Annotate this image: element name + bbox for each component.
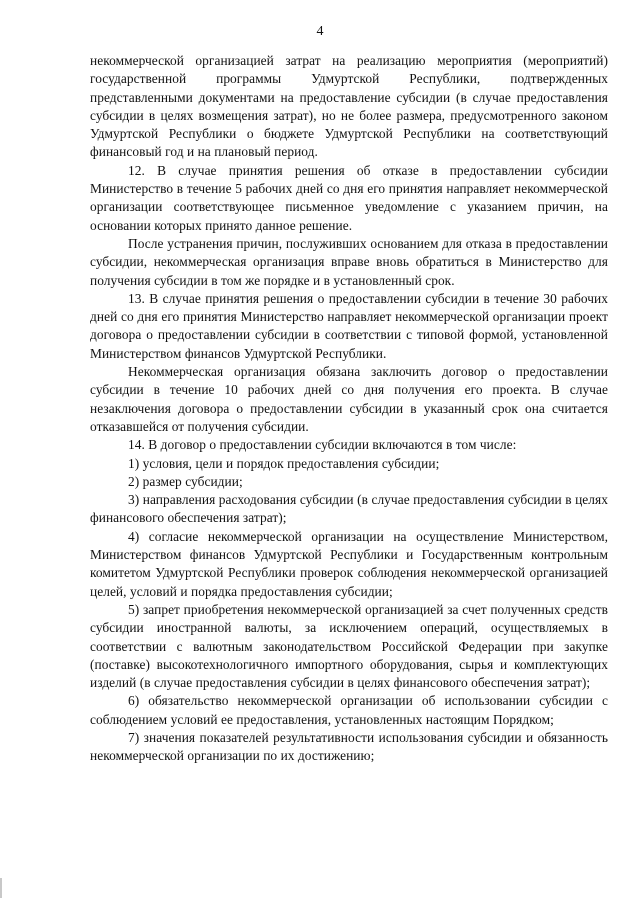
paragraph-12-refusal: 12. В случае принятия решения об отказе в предоставлении субсидии Министерство в течение 5 рабочих дней со дня его принятия направляет некоммерческой организации соответствующее письменное уведомление с указанием причин, на основании которых принято данное решение. [90,162,608,233]
list-item-5: 5) запрет приобретения некоммерческой организацией за счет полученных средств субсидии иностранной валюты, за исключением операций, осуществляемых в соответствии с валютным законодательством Российской Федерации при закупке (поставке) высокотехнологичного импортного оборудования, сырья и комплектующих изделий (в случае предоставления субсидии в целях финансового обеспечения затрат); [90,601,608,691]
paragraph-contract-obligation: Некоммерческая организация обязана заключить договор о предоставлении субсидии в течение 10 рабочих дней со дня получения его проекта. В случае незаключения договора о предоставлении субсидии в указанный срок она считается отказавшейся от получения субсидии. [90,364,608,434]
list-item-3: 3) направления расходования субсидии (в случае предоставления субсидии в целях финансового обеспечения затрат); [90,492,608,526]
scan-edge-mark [0,878,2,898]
paragraph-reapply: После устранения причин, послуживших основанием для отказа в предоставлении субсидии, некоммерческая организация вправе вновь обратиться в Министерство для получения субсидии в том же порядке и в установленный срок. [90,235,608,288]
list-item-1: 1) условия, цели и порядок предоставления субсидии; [128,455,440,471]
list-item-7: 7) значения показателей результативности использования субсидии и обязанность некоммерческой организации по их достижению; [90,729,608,764]
list-item-6: 6) обязательство некоммерческой организации об использовании субсидии с соблюдением условий ее предоставления, установленных настоящим Порядком; [90,693,608,727]
document-body [90,52,608,766]
paragraph-cost-limit: некоммерческой организацией затрат на реализацию мероприятия (мероприятий) государственной программы Удмуртской Республики, подтвержденных представленными документами на предоставление субсидии (в случае предоставления субсидии в целях возмещения затрат), но не более размера, предусмотренного законом Удмуртской Республики о бюджете Удмуртской Республики на соответствующий финансовый год и на плановый период. [90,53,608,160]
paragraph-14-contract-terms: 14. В договор о предоставлении субсидии включаются в том числе: [128,437,517,453]
paragraph-13-grant-decision: 13. В случае принятия решения о предоставлении субсидии в течение 30 рабочих дней со дня его принятия Министерство направляет некоммерческой организации проект договора о предоставлении субсидии в соответствии с типовой формой, установленной Министерством финансов Удмуртской Республики. [90,290,608,361]
list-item-2: 2) размер субсидии; [128,473,243,489]
page-number: 4 [316,24,324,39]
list-item-4: 4) согласие некоммерческой организации на осуществление Министерством, Министерством финансов Удмуртской Республики и Государственным контрольным комитетом Удмуртской Республики проверок соблюдения некоммерческой организацией целей, условий и порядка предоставления субсидии; [90,528,608,599]
